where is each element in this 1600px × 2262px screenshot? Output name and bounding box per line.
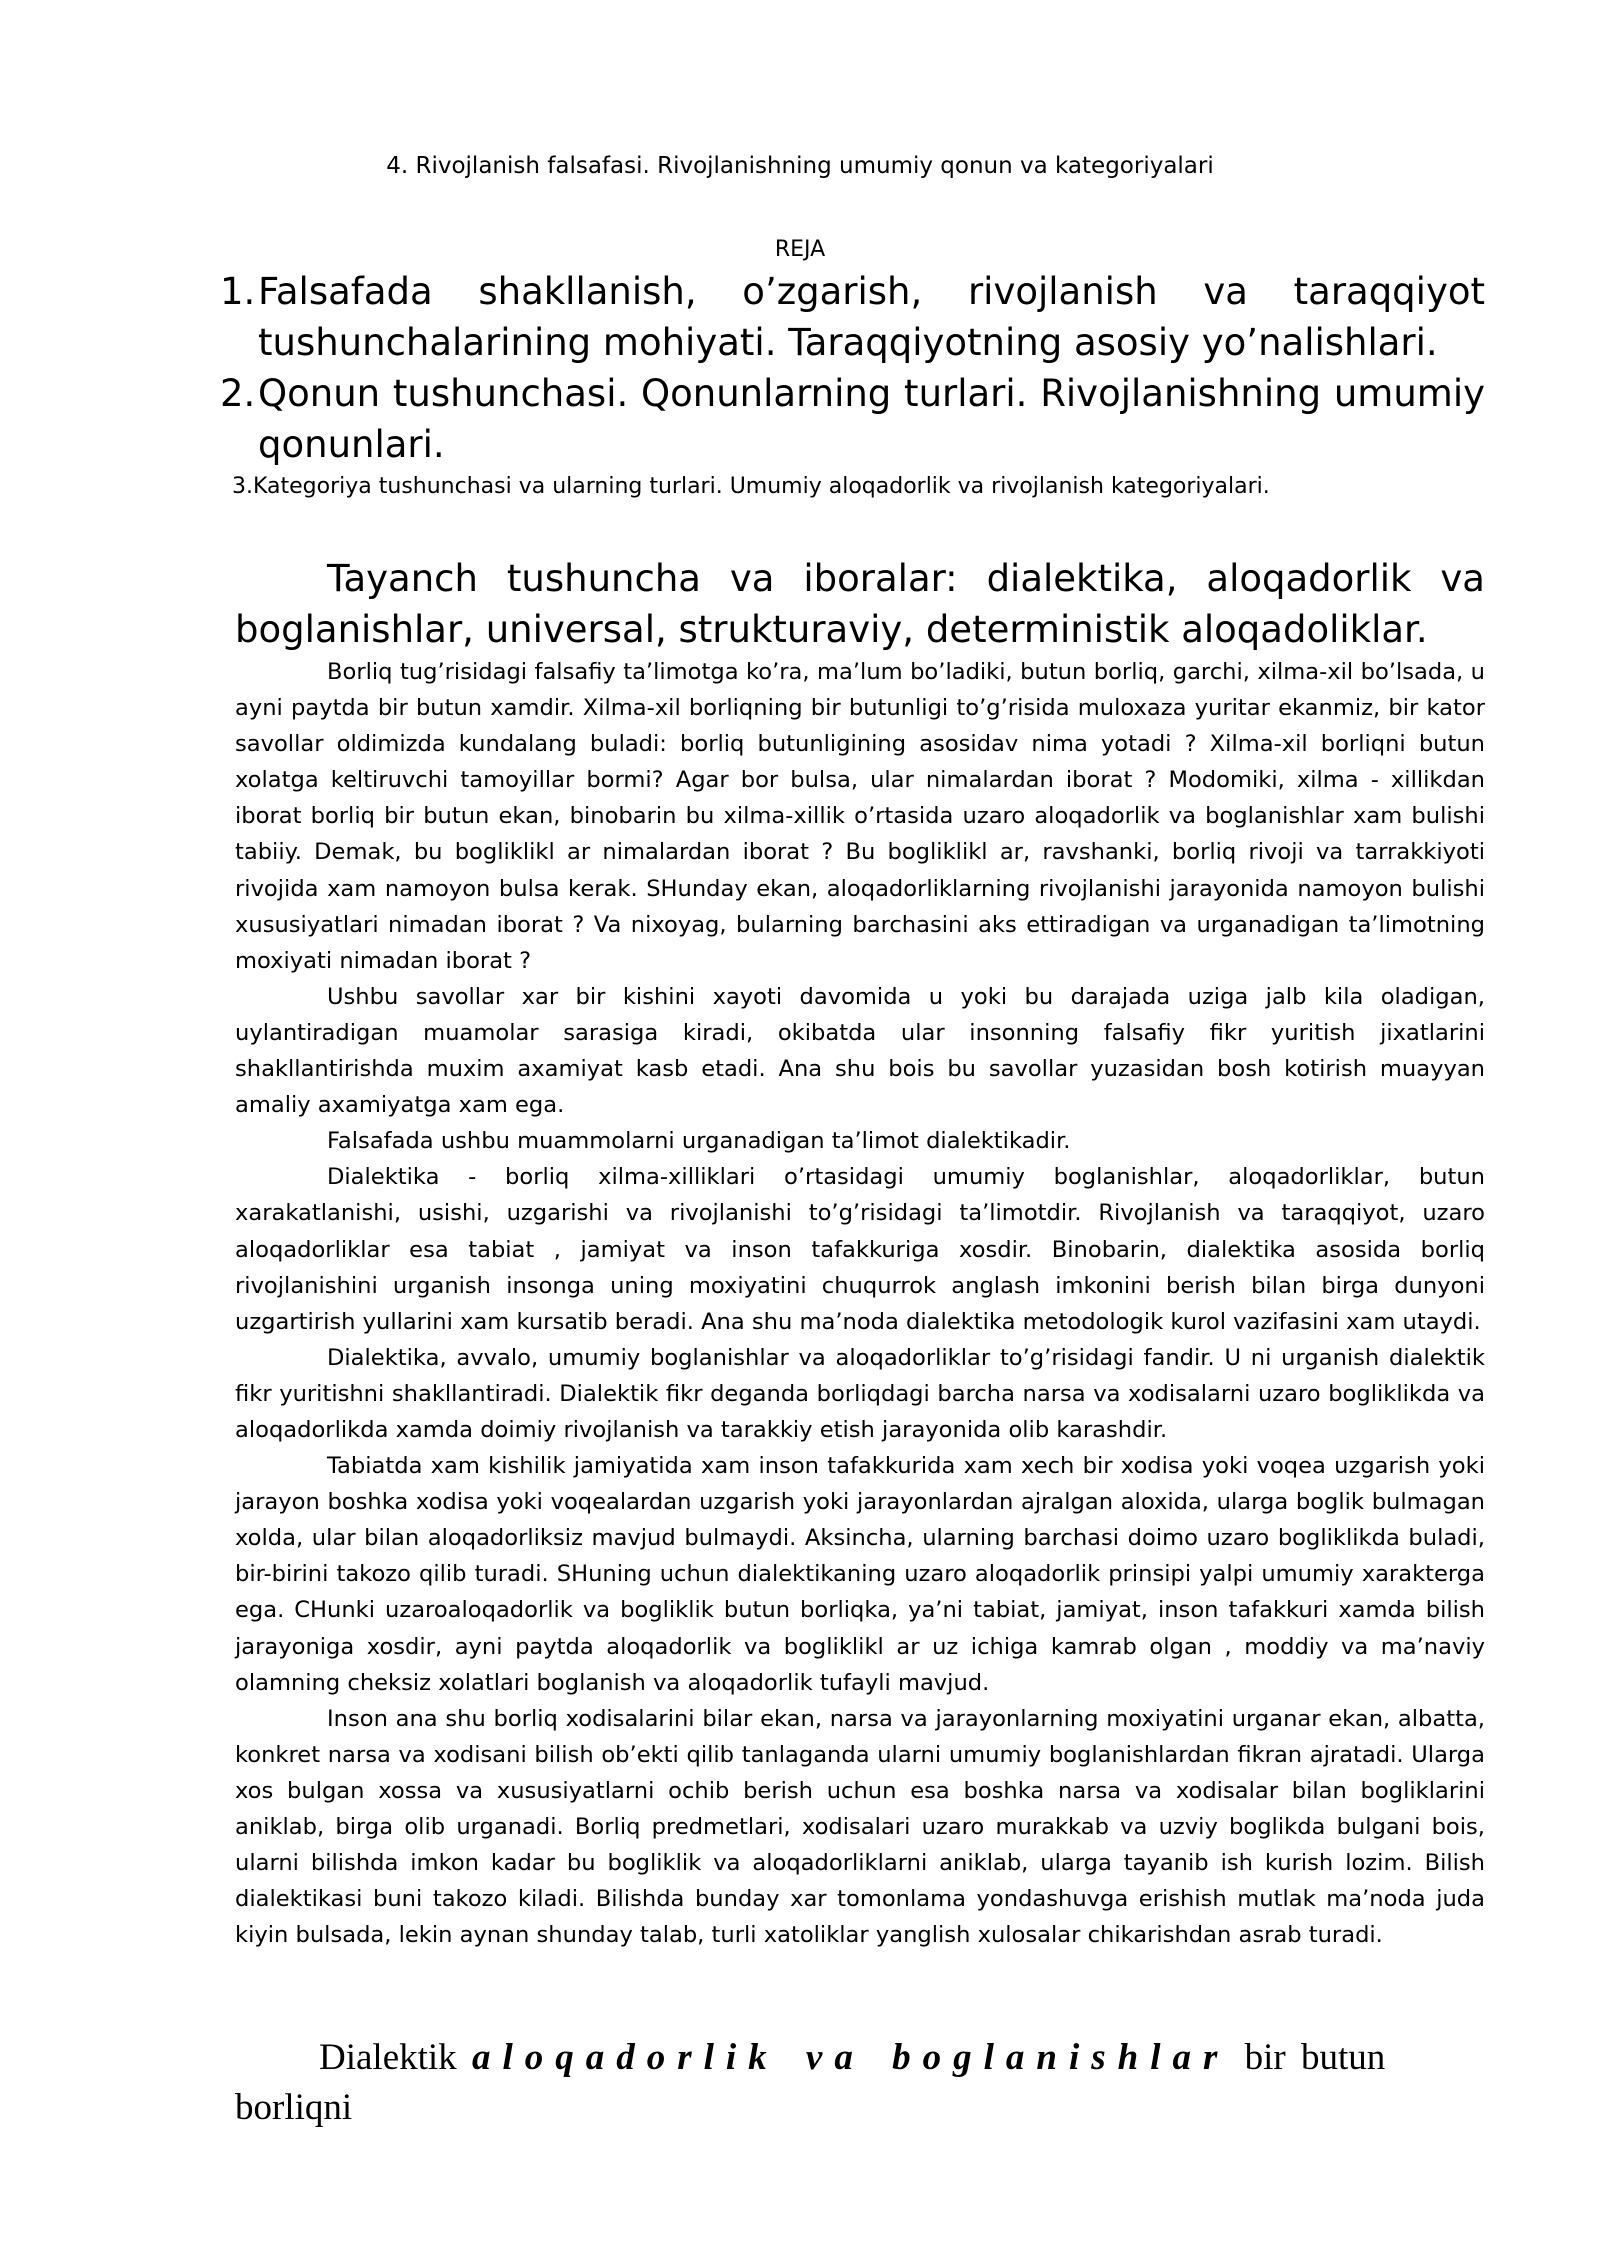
plan-list xyxy=(220,266,1485,470)
closing-tail: bir butun borliqni xyxy=(235,2037,1386,2128)
paragraph: Inson ana shu borliq xodisalarini bilar ekan, narsa va jarayonlarning moxiyatini urganar ekan, albatta, konkret narsa va xodisani bilish ob’ekti qilib tanlaganda ularni umumiy boglanishlardan fikran ajratadi. Ularga xos bulgan xossa va xususiyatlarni ochib berish uchun esa boshka narsa va xodisalar bilan bogliklarini aniklab, birga olib urganadi. Borliq predmetlari, xodisalari uzaro murakkab va uzviy boglikda bulgani bois, ularni bilishda imkon kadar bu bogliklik va aloqadorliklarni aniklab, ularga tayanib ish kurish lozim. Bilish dialektikasi buni takozo kiladi. Bilishda bunday xar tomonlama yondashuvga erishish mutlak ma’noda juda kiyin bulsada, lekin aynan shunday talab, turli xatoliklar yanglish xulosalar chikarishdan asrab turadi. xyxy=(235,1705,1485,1949)
paragraph: Falsafada ushbu muammolarni urganadigan ta’limot dialektikadir. xyxy=(327,1128,1071,1155)
plan-item-text: Falsafada shakllanish, o’zgarish, rivojlanish va taraqqiyot tushunchalarining mohiyati. Taraqqiyotning asosiy yo’nalishlari. xyxy=(258,270,1485,364)
paragraph: Tabiatda xam kishilik jamiyatida xam inson tafakkurida xam xech bir xodisa yoki voqea uzgarish yoki jarayon boshka xodisa yoki voqealardan uzgarish yoki jarayonlardan ajralgan aloxida, ularga boglik bulmagan xolda, ular bilan aloqadorliksiz mavjud bulmaydi. Aksincha, ularning barchasi doimo uzaro bogliklikda buladi, bir-birini takozo qilib turadi. SHuning uchun dialektikaning uzaro aloqadorlik prinsipi yalpi umumiy xarakterga ega. CHunki uzaroaloqadorlik va bogliklik butun borliqka, ya’ni tabiat, jamiyat, inson tafakkuri xamda bilish jarayoniga xosdir, ayni paytda aloqadorlik va bogliklikl ar uz ichiga kamrab olgan , moddiy va ma’naviy olamning cheksiz xolatlari boglanish va aloqadorlik tufayli mavjud. xyxy=(235,1453,1485,1696)
plan-item-number: 2. xyxy=(220,372,256,415)
plan-item-3: 3.Kategoriya tushunchasi va ularning turlari. Umumiy aloqadorlik va rivojlanish kategoriyalari. xyxy=(232,474,1270,499)
plan-item-text: Qonun tushunchasi. Qonunlarning turlari. Rivojlanishning umumiy qonunlari. xyxy=(258,372,1485,466)
plan-item-2 xyxy=(220,368,1485,470)
closing-emphasis: aloqadorlik va boglanishlar xyxy=(471,2037,1230,2078)
key-terms: Tayanch tushuncha va iboralar: dialektika, aloqadorlik va boglanishlar, universal, strukturaviy, deterministik aloqadoliklar. xyxy=(235,557,1485,651)
body-text xyxy=(235,654,1485,1953)
plan-item-number: 1. xyxy=(220,270,256,313)
paragraph: Dialektika, avvalo, umumiy boglanishlar va aloqadorliklar to’g’risidagi fandir. U ni urganish dialektik fikr yuritishni shakllantiradi. Dialektik fikr deganda borliqdagi barcha narsa va xodisalarni uzaro bogliklikda va aloqadorlikda xamda doimiy rivojlanish va tarakkiy etish jarayonida olib karashdir. xyxy=(235,1344,1485,1443)
document-title: 4. Rivojlanish falsafasi. Rivojlanishning umumiy qonun va kategoriyalari xyxy=(386,153,1214,179)
closing-lead: Dialektik xyxy=(319,2037,457,2078)
plan-heading: REJA xyxy=(774,237,826,262)
paragraph: Borliq tug’risidagi falsafiy ta’limotga ko’ra, ma’lum bo’ladiki, butun borliq, garchi, xilma-xil bo’lsada, u ayni paytda bir butun xamdir. Xilma-xil borliqning bir butunligi to’g’risida muloxaza yuritar ekanmiz, bir kator savollar oldimizda kundalang buladi: borliq butunligining asosidav nima yotadi ? Xilma-xil borliqni butun xolatga keltiruvchi tamoyillar bormi? Agar bor bulsa, ular nimalardan iborat ? Modomiki, xilma - xillikdan iborat borliq bir butun ekan, binobarin bu xilma-xillik o’rtasida uzaro aloqadorlik va boglanishlar xam bulishi tabiiy. Demak, bu bogliklikl ar nimalardan iborat ? Bu bogliklikl ar, ravshanki, borliq rivoji va tarrakkiyoti rivojida xam namoyon bulsa kerak. SHunday ekan, aloqadorliklarning rivojlanishi jarayonida namoyon bulishi xususiyatlari nimadan iborat ? Va nixoyag, bularning barchasini aks ettiradigan va urganadigan ta’limotning moxiyati nimadan iborat ? xyxy=(235,659,1485,974)
plan-item-1 xyxy=(220,266,1485,368)
paragraph: Dialektika - borliq xilma-xilliklari o’rtasidagi umumiy boglanishlar, aloqadorliklar, butun xarakatlanishi, usishi, uzgarishi va rivojlanishi to’g’risidagi ta’limotdir. Rivojlanish va taraqqiyot, uzaro aloqadorliklar esa tabiat , jamiyat va inson tafakkuriga xosdir. Binobarin, dialektika asosida borliq rivojlanishini urganish insonga uning moxiyatini chuqurrok anglash imkonini berish bilan birga dunyoni uzgartirish yullarini xam kursatib beradi. Ana shu ma’noda dialektika metodologik kurol vazifasini xam utaydi. xyxy=(235,1164,1485,1335)
paragraph: Ushbu savollar xar bir kishini xayoti davomida u yoki bu darajada uziga jalb kila oladigan, uylantiradigan muamolar sarasiga kiradi, okibatda ular insonning falsafiy fikr yuritish jixatlarini shakllantirishda muxim axamiyat kasb etadi. Ana shu bois bu savollar yuzasidan bosh kotirish muayyan amaliy axamiyatga xam ega. xyxy=(235,983,1485,1119)
closing-line xyxy=(235,2033,1485,2133)
